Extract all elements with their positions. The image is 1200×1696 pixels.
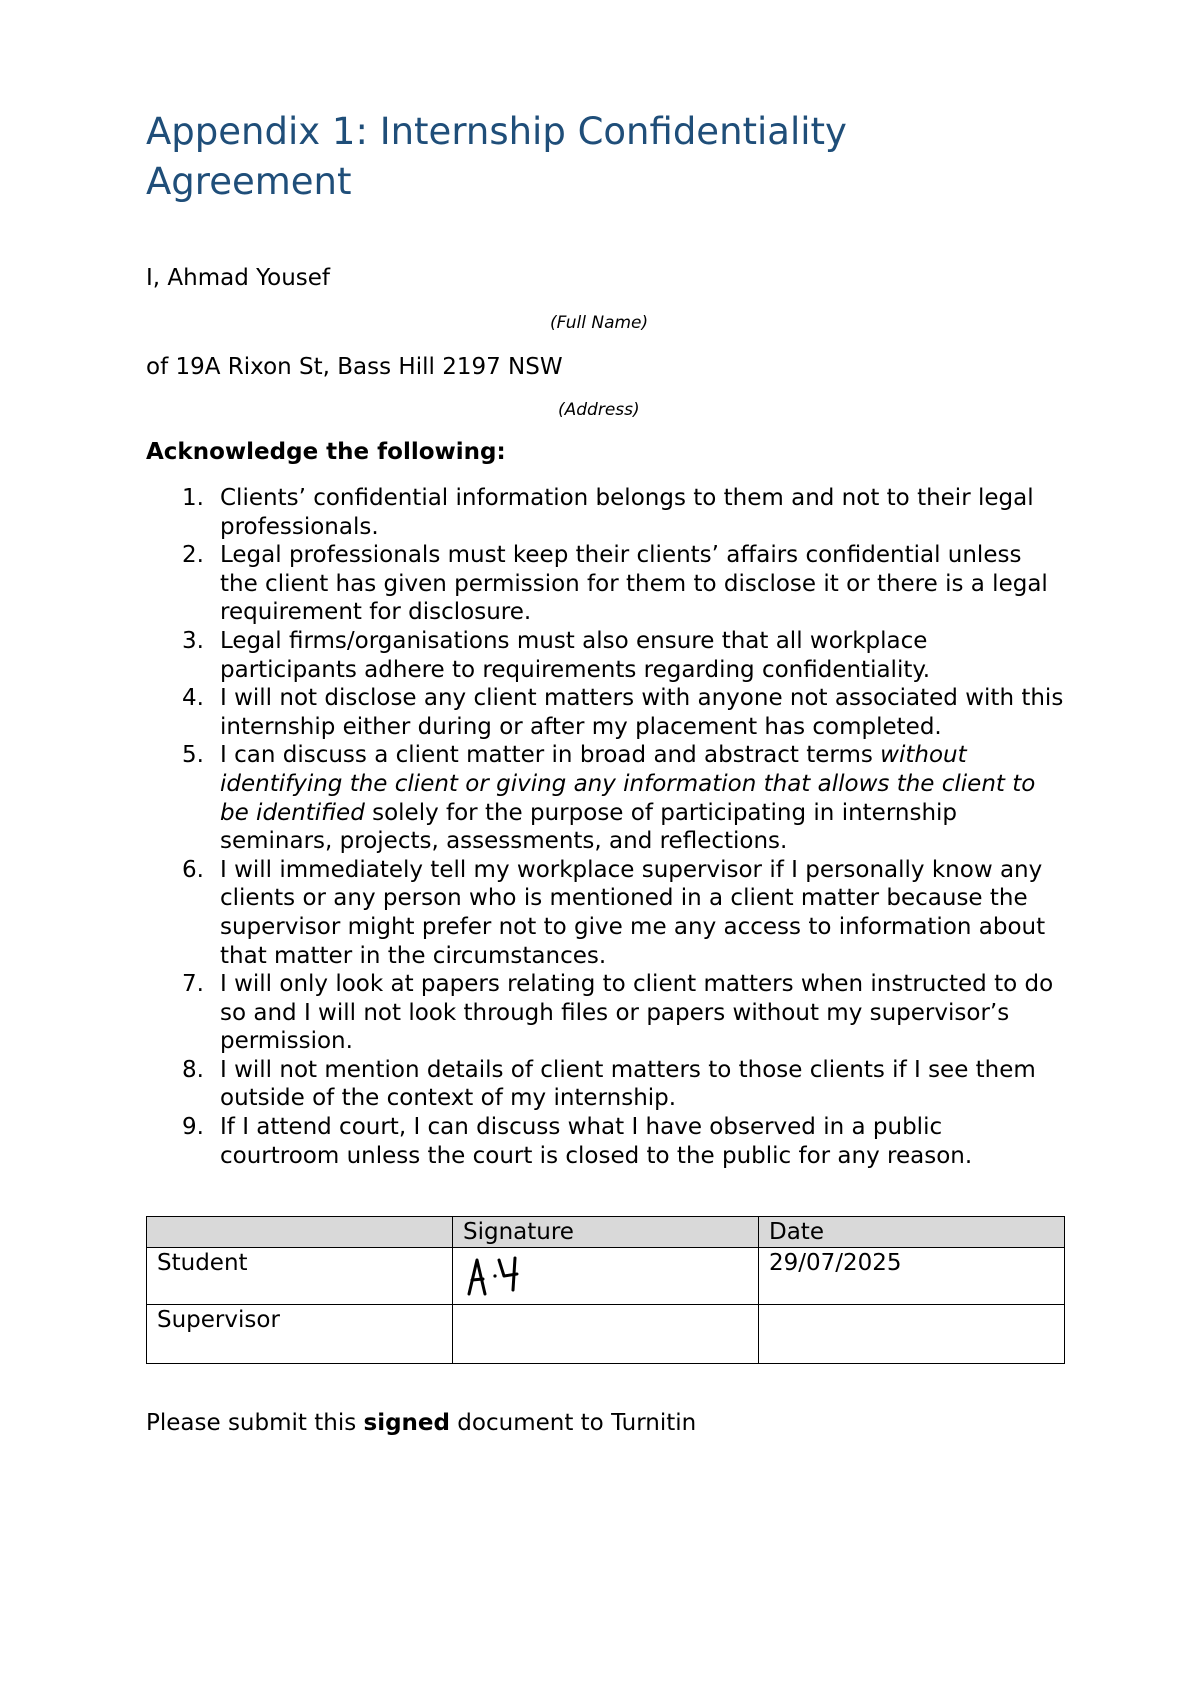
header-cell-signature: Signature	[453, 1217, 759, 1248]
address-line: of 19A Rixon St, Bass Hill 2197 NSW	[146, 354, 563, 380]
list-item: 7. I will only look at papers relating to client matters when instructed to do so and I will not look through files or papers without my supervisor’s permission.	[182, 971, 1054, 1055]
address-caption: (Address)	[558, 400, 640, 420]
table-row-student	[147, 1248, 1065, 1305]
header-cell-date: Date	[759, 1217, 1065, 1248]
student-signature-cell	[453, 1248, 759, 1305]
list-item: 5. I can discuss a client matter in broad and abstract terms without identifying the client or giving any information that allows the client to be identified solely for the purpose of participating in internship seminars, projects, assessments, and reflections.	[182, 742, 1036, 855]
header-cell-empty	[147, 1217, 453, 1248]
full-name-line: I, Ahmad Yousef	[146, 265, 330, 291]
list-item: 1. Clients’ confidential information belongs to them and not to their legal professionals.	[182, 485, 1034, 540]
student-label: Student	[147, 1248, 453, 1305]
list-item: 4. I will not disclose any client matters with anyone not associated with this internship either during or after my placement has completed.	[182, 685, 1064, 740]
handwritten-signature	[465, 1252, 535, 1298]
bold-emphasis: signed	[363, 1410, 450, 1436]
list-item: 6. I will immediately tell my workplace supervisor if I personally know any clients or any person who is mentioned in a client matter because the supervisor might prefer not to give me any access to information about that matter in the circumstances.	[182, 856, 1046, 969]
supervisor-label: Supervisor	[147, 1305, 453, 1364]
list-item: 3. Legal firms/organisations must also ensure that all workplace participants adhere to requirements regarding confidentiality.	[182, 627, 931, 683]
italic-emphasis: without identifying the client or giving any information that allows the client to be identified	[220, 742, 1036, 826]
supervisor-signature-cell	[453, 1305, 759, 1364]
full-name-caption: (Full Name)	[550, 313, 649, 333]
page-title: Appendix 1: Internship Confidentiality Agreement	[146, 110, 847, 203]
acknowledge-heading: Acknowledge the following:	[146, 439, 506, 465]
student-date: 29/07/2025	[759, 1248, 1065, 1305]
submission-instruction: Please submit this signed document to Turnitin	[146, 1410, 697, 1436]
table-header-row	[147, 1217, 1065, 1248]
table-row-supervisor	[147, 1305, 1065, 1364]
supervisor-date	[759, 1305, 1065, 1364]
list-item: 8. I will not mention details of client matters to those clients if I see them outside of the context of my internship.	[182, 1056, 1036, 1112]
signature-table	[146, 1216, 1065, 1364]
list-item: 2. Legal professionals must keep their clients’ affairs confidential unless the client has given permission for them to disclose it or there is a legal requirement for disclosure.	[182, 542, 1048, 626]
acknowledgement-list	[146, 484, 1064, 1170]
list-item: 9. If I attend court, I can discuss what I have observed in a public courtroom unless the court is closed to the public for any reason.	[182, 1114, 973, 1169]
